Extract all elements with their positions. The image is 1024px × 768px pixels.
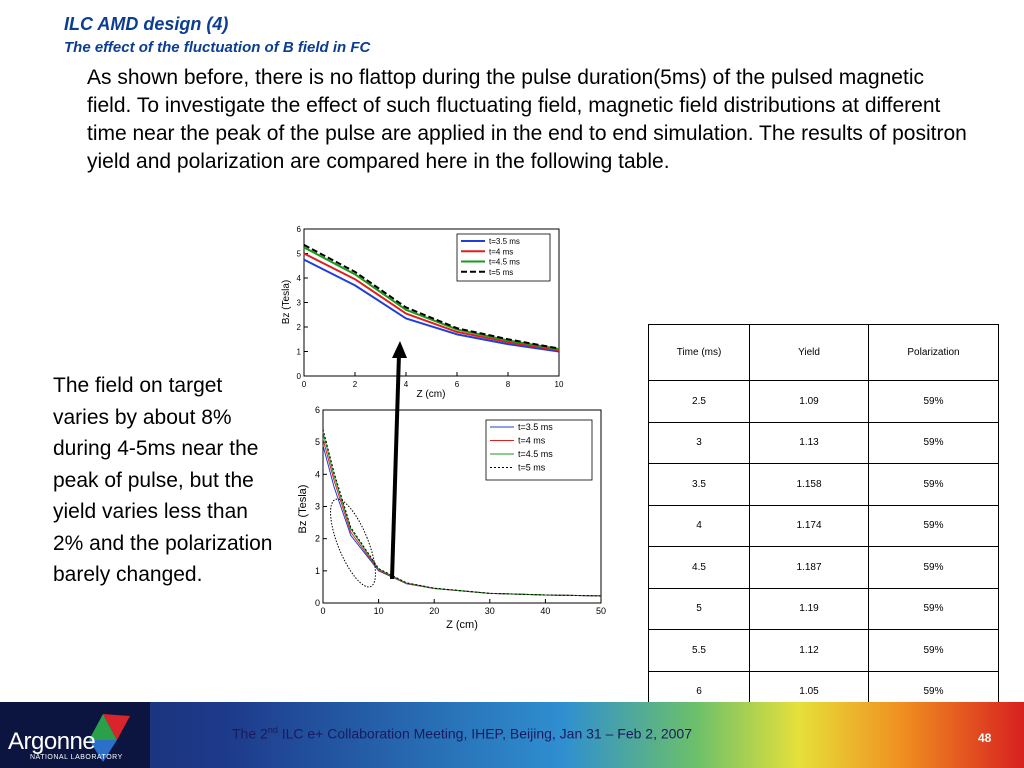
y-tick-label: 2 [314,533,320,544]
y-tick-label: 3 [296,298,301,308]
legend-label: t=4.5 ms [518,449,553,459]
arrow-shaft [392,354,399,579]
x-tick-label: 0 [320,606,326,616]
table-cell: 5.5 [649,630,750,672]
x-tick-label: 20 [429,606,440,616]
y-tick-label: 0 [314,598,320,608]
x-tick-label: 30 [484,606,495,616]
x-tick-label: 8 [505,380,511,389]
y-tick-label: 6 [296,225,301,234]
footer-text-sup: nd [267,725,278,735]
table-cell: 3 [649,422,750,464]
x-tick-label: 2 [352,380,358,389]
legend-label: t=3.5 ms [518,422,553,432]
table-cell: 4 [649,505,750,547]
table-cell: 59% [869,381,999,423]
y-tick-label: 5 [314,437,320,448]
legend-label: t=4 ms [489,247,514,257]
table-row [649,464,999,506]
results-table [648,324,999,713]
x-tick-label: 10 [554,380,564,389]
table-header-cell: Polarization [869,325,999,381]
chart-bottom [290,404,615,636]
chart-bottom-ylabel: Bz (Tesla) [297,484,309,534]
chart-top [276,222,570,402]
table-cell: 5 [649,588,750,630]
footer-text-pre: The 2 [232,725,268,742]
legend-label: t=3.5 ms [489,237,520,246]
y-tick-label: 6 [314,405,320,415]
table-header-cell: Yield [750,325,869,381]
chart-top-xlabel: Z (cm) [416,389,446,400]
intro-paragraph: As shown before, there is no flattop during the pulse duration(5ms) of the pulsed magnetic field. To investigate the effect of such fluctuating field, magnetic field distributions at different time near the peak of the pulse are applied in the end to end simulation. The results of positron yield and polarization are compared here in the following table. [87,66,967,173]
argonne-logo-subtext: NATIONAL LABORATORY [30,754,123,761]
x-tick-label: 0 [301,380,307,389]
table-row [649,630,999,672]
table-cell: 1.158 [750,464,869,506]
argonne-logo-text: Argonne [8,728,96,755]
y-tick-label: 2 [296,323,301,332]
y-tick-label: 4 [314,469,320,480]
slide-title: ILC AMD design (4) [64,14,229,34]
chart-bottom-xlabel: Z (cm) [446,619,478,631]
table-cell: 59% [869,547,999,589]
y-tick-label: 1 [314,565,320,576]
x-tick-label: 4 [403,380,409,389]
table-cell: 4.5 [649,547,750,589]
table-row [649,588,999,630]
y-tick-label: 3 [314,501,320,512]
page-number: 48 [978,731,992,745]
table-cell: 1.09 [750,381,869,423]
table-cell: 59% [869,630,999,672]
x-tick-label: 10 [373,606,384,616]
table-cell: 2.5 [649,381,750,423]
side-note: The field on target varies by about 8% during 4-5ms near the peak of pulse, but the yield varies less than 2% and the polarization barely changed. [53,374,273,586]
table-cell: 3.5 [649,464,750,506]
table-row [649,547,999,589]
table-cell: 1.12 [750,630,869,672]
table-cell: 1.174 [750,505,869,547]
table-cell: 1.19 [750,588,869,630]
table-row [649,381,999,423]
chart-top-ylabel: Bz (Tesla) [281,279,292,325]
table-cell: 59% [869,464,999,506]
footer-text-post: ILC e+ Collaboration Meeting, IHEP, Beijing, Jan 31 – Feb 2, 2007 [277,725,692,742]
x-tick-label: 50 [595,606,607,616]
table-cell: 59% [869,588,999,630]
table-header-cell: Time (ms) [649,325,750,381]
legend-label: t=4 ms [518,435,546,446]
legend-label: t=5 ms [518,462,546,473]
slide-subtitle: The effect of the fluctuation of B field in FC [64,39,371,56]
legend-label: t=4.5 ms [489,257,520,267]
arrow-annotation [380,336,410,586]
y-tick-label: 1 [296,347,301,357]
table-cell: 59% [869,422,999,464]
y-tick-label: 0 [296,372,301,381]
arrow-head [392,341,407,358]
table-row [649,422,999,464]
y-tick-label: 5 [296,249,301,259]
table-cell: 1.13 [750,422,869,464]
table-cell: 1.05 [750,671,869,713]
legend-label: t=5 ms [489,267,514,277]
table-cell: 59% [869,671,999,713]
y-tick-label: 4 [296,274,301,283]
table-header-row [649,325,999,381]
table-cell: 1.187 [750,547,869,589]
x-tick-label: 6 [454,380,460,389]
x-tick-label: 40 [540,606,551,616]
table-cell: 6 [649,671,750,713]
table-row [649,505,999,547]
table-cell: 59% [869,505,999,547]
footer-meeting-text [232,725,692,742]
